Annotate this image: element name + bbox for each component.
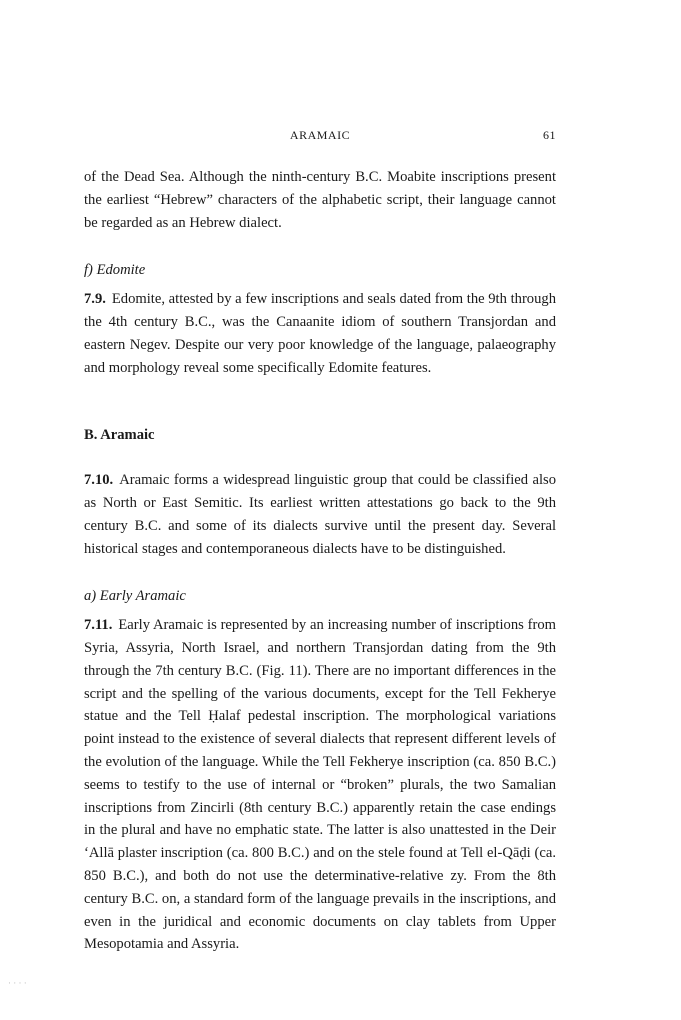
subheading-early-aramaic: a) Early Aramaic xyxy=(84,588,186,605)
page-number: 61 xyxy=(543,128,556,142)
subheading-edomite: f) Edomite xyxy=(84,262,146,279)
paragraph-continued: of the Dead Sea. Although the ninth-century B.C. Moabite inscriptions present the earliest “Hebrew” characters of the alphabetic script, their language cannot be regarded as an Hebrew dialect. xyxy=(84,169,556,231)
page-header xyxy=(84,128,556,148)
paragraph-7-11 xyxy=(84,614,556,956)
paragraph-7-9 xyxy=(84,288,556,379)
paragraph-7-10 xyxy=(84,469,556,560)
paragraph-text: Early Aramaic is represented by an increasing number of inscriptions from Syria, Assyria, North Israel, and northern Transjordan dating from the 9th through the 7th century B.C. (Fig. 11). There are no important differences in the script and the spelling of the various documents, except for the Tell Fekherye statue and the Tell Ḥalaf pedestal inscription. The morphological variations point instead to the existence of several dialects that represent different levels of the evolution of the language. While the Tell Fekherye inscription (ca. 850 B.C.) seems to testify to the use of internal or “broken” plurals, the two Samalian inscriptions from Zincirli (8th century B.C.) apparently retain the case endings in the plural and have no emphatic state. The latter is also unattested in the Deir ‘Allā plaster inscription (ca. 800 B.C.) and on the stele found at Tell el-Qāḍi (ca. 850 B.C.), and both do not use the determinative-relative zy. From the 8th century B.C. on, a standard form of the language prevails in the inscriptions, and even in the juridical and economic documents on clay tablets from Upper Mesopotamia and Assyria. xyxy=(84,617,556,953)
section-heading-aramaic: B. Aramaic xyxy=(84,427,155,444)
paragraph-text: Aramaic forms a widespread linguistic group that could be classified also as North or East Semitic. Its earliest written attestations go back to the 9th century B.C. and some of its dialects survive until the present day. Several historical stages and contemporaneous dialects have to be distinguished. xyxy=(84,472,556,557)
paragraph-text: Edomite, attested by a few inscriptions and seals dated from the 9th through the 4th century B.C., was the Canaanite idiom of southern Transjordan and eastern Negev. Despite our very poor knowledge of the language, palaeography and morphology reveal some specifically Edomite features. xyxy=(84,291,556,376)
paragraph-number: 7.10. xyxy=(84,472,114,489)
page-body xyxy=(84,166,556,956)
paragraph-number: 7.11. xyxy=(84,617,113,634)
scan-artifact: · · · · xyxy=(8,978,27,988)
running-title: ARAMAIC xyxy=(289,128,351,142)
paragraph-number: 7.9. xyxy=(84,291,106,308)
